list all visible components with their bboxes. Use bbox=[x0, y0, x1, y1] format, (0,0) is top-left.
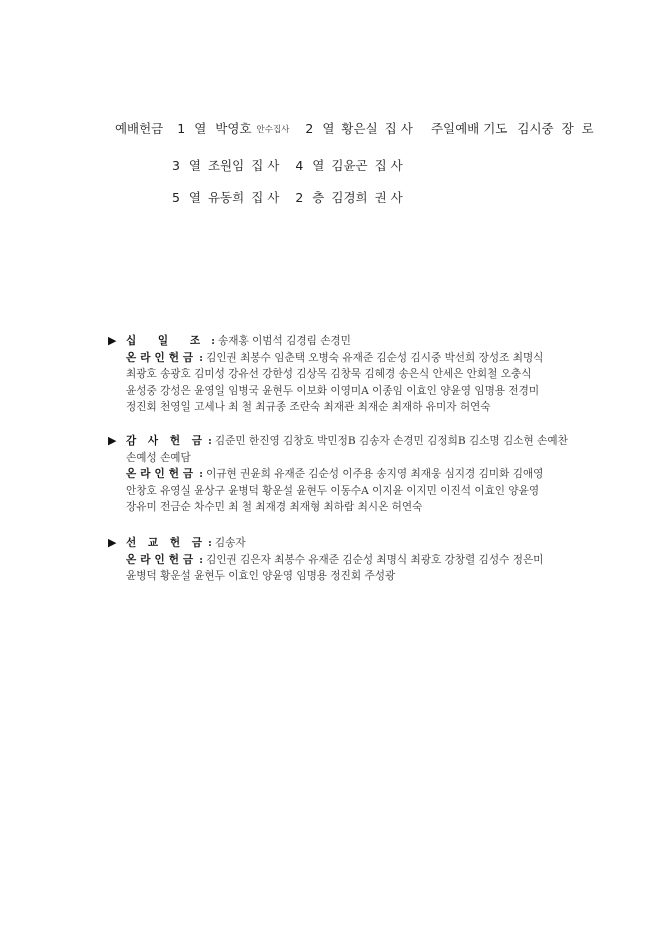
row-unit: 열 bbox=[188, 190, 201, 205]
row-unit: 층 bbox=[312, 190, 325, 205]
section-label: 감 사 헌 금 bbox=[126, 435, 206, 447]
label-colon: : bbox=[199, 468, 204, 480]
online-names: 안창호 유영실 윤상구 윤병덕 황운설 윤현두 이동수A 이지윤 이지민 이진석 이효인 양윤영 bbox=[126, 484, 540, 497]
usher-title: 안수집사 bbox=[256, 125, 290, 135]
label-colon: : bbox=[208, 537, 212, 549]
mission-section bbox=[108, 535, 568, 585]
offering-row-3 bbox=[164, 173, 403, 206]
prayer-title: 장 로 bbox=[561, 121, 594, 136]
offering-label: 예배헌금 bbox=[114, 121, 164, 136]
label-colon: : bbox=[208, 435, 212, 447]
online-names: 윤병덕 황운설 윤현두 이효인 양윤영 임명용 정진회 주성광 bbox=[126, 570, 396, 582]
usher-title: 집 사 bbox=[384, 121, 413, 136]
label-colon: : bbox=[199, 351, 204, 364]
online-names: 김인권 김은자 최봉수 유재준 김순성 최명식 최광호 강창렬 김성수 정은미 bbox=[206, 553, 544, 566]
label-colon: : bbox=[199, 553, 204, 566]
online-names: 정진회 천영일 고세나 최 철 최규종 조란숙 최재관 최재순 최재하 유미자 허연숙 bbox=[126, 401, 491, 413]
usher-name: 박영호 bbox=[215, 121, 252, 136]
usher-title: 집 사 bbox=[251, 158, 280, 173]
row-number: 4 bbox=[295, 158, 304, 173]
row-unit: 열 bbox=[312, 158, 325, 173]
online-label: 온라인헌금 bbox=[126, 468, 198, 480]
usher-name: 황은실 bbox=[341, 121, 378, 136]
online-names: 이규현 권윤희 유재준 김순성 이주용 송지영 최재웅 심지경 김미화 김애영 bbox=[206, 468, 544, 480]
prayer-row bbox=[423, 104, 594, 137]
usher-title: 권 사 bbox=[374, 190, 403, 205]
label-colon: : bbox=[211, 335, 215, 347]
offering-row-2 bbox=[164, 141, 403, 174]
usher-name: 김경희 bbox=[331, 190, 368, 205]
row-number: 2 bbox=[295, 190, 304, 205]
online-names: 윤성중 강성은 윤영일 임병국 윤현두 이보화 이영미A 이종임 이효인 양윤영 임명용 전경미 bbox=[126, 384, 540, 397]
usher-name: 조원임 bbox=[207, 158, 245, 173]
usher-name: 유동희 bbox=[207, 190, 245, 205]
online-names: 장유미 전금순 차수민 최 철 최재경 최재형 최하람 최시온 허연숙 bbox=[126, 501, 423, 513]
prayer-label: 주일예배 기도 bbox=[430, 121, 508, 136]
usher-title: 집 사 bbox=[251, 190, 280, 205]
online-names: 최광호 송광호 김미성 강유선 강한성 김상목 김창묵 김혜경 송은식 안세은 안회철 오충식 bbox=[126, 368, 532, 380]
section-names: 송재홍 이범석 김경림 손경민 bbox=[218, 335, 351, 347]
section-names: 김준민 한진영 김창호 박민정B 김송자 손경민 김정희B 김소명 김소현 손예찬 bbox=[214, 435, 568, 447]
tithe-section bbox=[108, 333, 568, 416]
bullet-icon: ▶ bbox=[108, 334, 117, 347]
row-number: 2 bbox=[305, 121, 314, 136]
section-label: 선 교 헌 금 bbox=[126, 537, 206, 549]
prayer-name: 김시중 bbox=[517, 121, 554, 136]
bullet-icon: ▶ bbox=[108, 536, 117, 549]
usher-title: 집 사 bbox=[374, 158, 403, 173]
online-names: 김인권 최봉수 임춘택 오병숙 유재준 김순성 김시중 박선희 장성조 최명식 bbox=[206, 351, 544, 364]
row-number: 5 bbox=[171, 190, 180, 205]
row-unit: 열 bbox=[322, 121, 335, 136]
online-label: 온라인헌금 bbox=[126, 351, 198, 364]
section-label: 십 일 조 bbox=[126, 335, 210, 347]
bullet-icon: ▶ bbox=[108, 434, 117, 447]
row-unit: 열 bbox=[194, 121, 207, 136]
row-unit: 열 bbox=[188, 158, 201, 173]
section-names: 김송자 bbox=[214, 537, 246, 549]
offering-row-1 bbox=[107, 104, 413, 137]
row-number: 3 bbox=[171, 158, 180, 173]
row-number: 1 bbox=[177, 121, 186, 136]
online-label: 온라인헌금 bbox=[126, 553, 198, 566]
usher-name: 김윤곤 bbox=[331, 158, 368, 173]
section-names: 손예성 손예담 bbox=[126, 451, 191, 464]
thanksgiving-section bbox=[108, 433, 568, 516]
